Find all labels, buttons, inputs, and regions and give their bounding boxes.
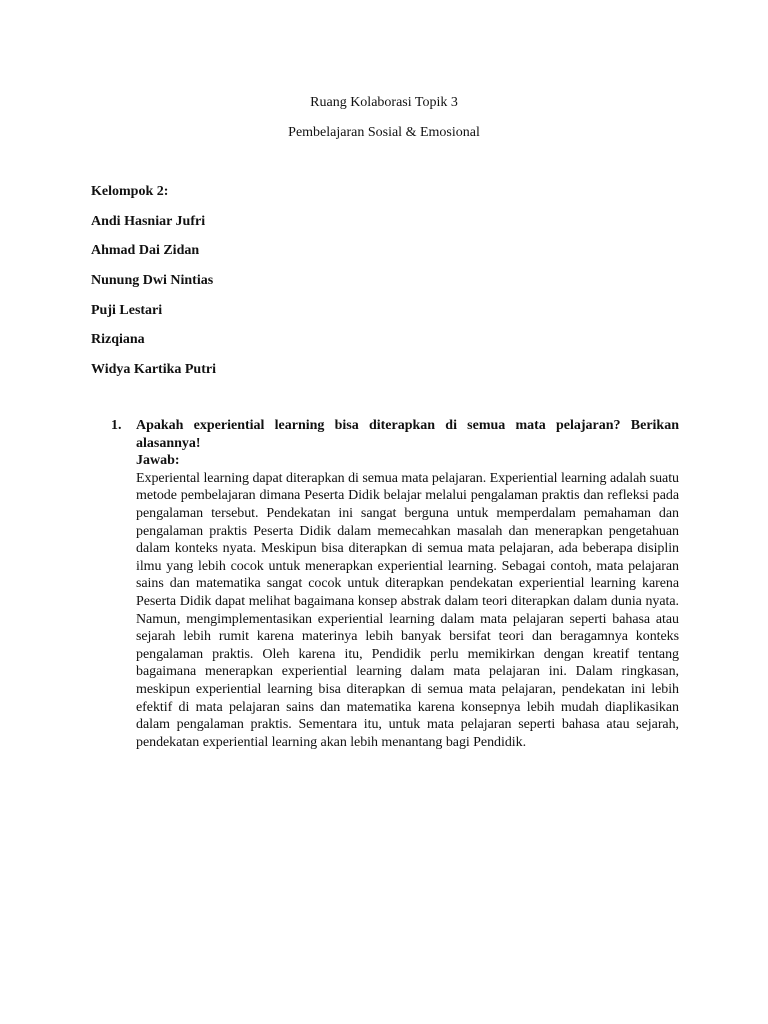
group-member: Rizqiana	[91, 332, 145, 348]
group-member: Nunung Dwi Nintias	[91, 273, 214, 289]
answer-text: Experiental learning dapat diterapkan di semua mata pelajaran. Experiential learning adalah suatu metode pembelajaran dimana Peserta Didik belajar melalui pengalaman praktis dan refleksi pada pengalaman tersebut. Pendekatan ini sangat berguna untuk memperdalam pemahaman dan pengalaman praktis Peserta Didik dalam memecahkan masalah dan menerapkan pengetahuan dalam konteks nyata. Meskipun bisa diterapkan di semua mata pelajaran, ada beberapa disiplin ilmu yang lebih cocok untuk menerapkan experiential learning. Sebagai contoh, mata pelajaran sains dan matematika sangat cocok untuk diterapkan pendekatan experiential learning karena Peserta Didik dapat melihat bagaimana konsep abstrak dalam teori diterapkan dalam dunia nyata. Namun, mengimplementasikan experiential learning dalam mata pelajaran seperti bahasa atau sejarah lebih rumit karena materinya lebih banyak bersifat teori dan beragamnya konteks pengalaman praktis. Oleh karena itu, Pendidik perlu memikirkan dengan kreatif tentang bagaimana menerapkan experiential learning dalam mata pelajaran ini. Dalam ringkasan, meskipun experiential learning bisa diterapkan di semua mata pelajaran, pendekatan ini lebih efektif di mata pelajaran sains dan matematika karena konsepnya lebih mudah diaplikasikan dalam pengalaman praktis. Sementara itu, untuk mata pelajaran seperti bahasa atau sejarah, pendekatan experiential learning akan lebih menantang bagi Pendidik.	[136, 470, 679, 750]
group-label: Kelompok 2:	[91, 184, 169, 199]
answer-label: Jawab:	[136, 453, 180, 469]
question-body	[136, 417, 679, 751]
question-text: Apakah experiential learning bisa diterapkan di semua mata pelajaran? Berikan alasannya!	[136, 418, 679, 451]
question-number: 1.	[111, 418, 122, 433]
group-member-list	[91, 183, 216, 391]
document-subtitle: Pembelajaran Sosial & Emosional	[288, 125, 480, 140]
group-member: Ahmad Dai Zidan	[91, 243, 200, 259]
group-member: Widya Kartika Putri	[91, 362, 216, 378]
group-member: Andi Hasniar Jufri	[91, 213, 206, 229]
document-title: Ruang Kolaborasi Topik 3	[310, 95, 458, 110]
group-member: Puji Lestari	[91, 302, 163, 318]
